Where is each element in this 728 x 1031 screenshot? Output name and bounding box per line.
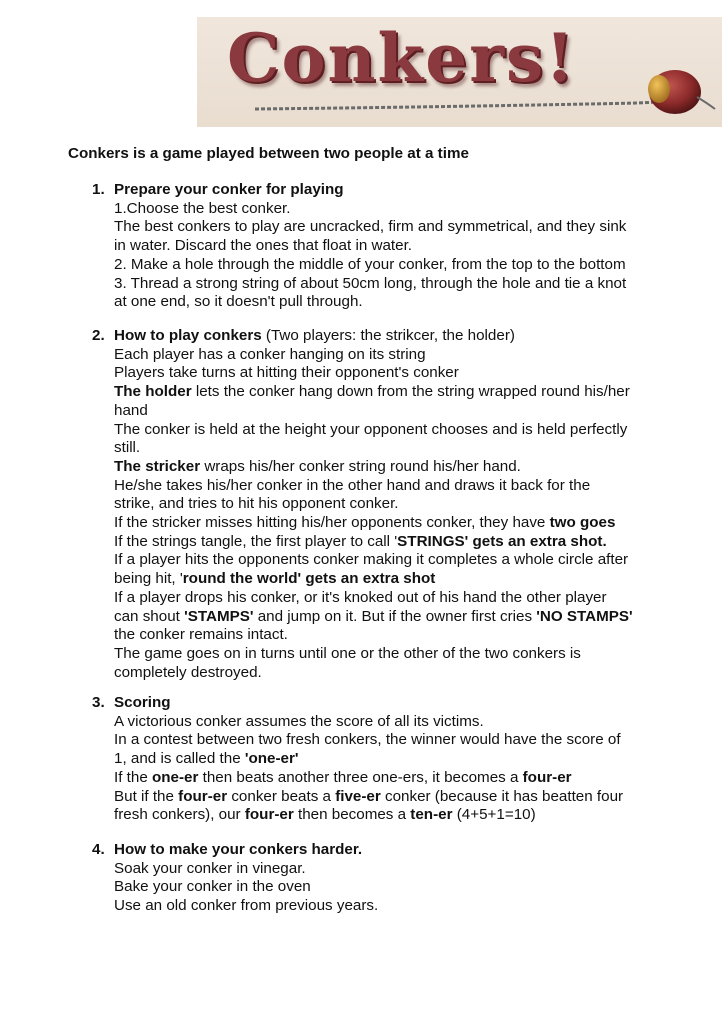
conkers-banner bbox=[197, 17, 722, 127]
section-heading: How to play conkers bbox=[114, 327, 262, 344]
text-line: Use an old conker from previous years. bbox=[114, 897, 379, 915]
text-fragment: But if the bbox=[114, 787, 179, 805]
text-line: still. bbox=[114, 439, 141, 457]
text-fragment: wraps his/her conker string round his/her hand. bbox=[200, 457, 521, 475]
text-line: The conker is held at the height your opponent chooses and is held perfectly bbox=[114, 420, 628, 438]
text-line: If a player drops his conker, or it's knoked out of his hand the other player bbox=[114, 588, 607, 606]
term-ten-er: ten-er bbox=[410, 806, 453, 824]
string-tail bbox=[697, 97, 715, 109]
term-strings: STRINGS' gets an extra shot. bbox=[397, 532, 607, 550]
text-line: The game goes on in turns until one or the other of the two conkers is bbox=[114, 644, 581, 662]
text-line: He/she takes his/her conker in the other hand and draws it back for the bbox=[114, 476, 591, 494]
text-line: completely destroyed. bbox=[114, 663, 262, 681]
section-heading: Prepare your conker for playing bbox=[114, 181, 344, 198]
heading-note: (Two players: the strikcer, the holder) bbox=[261, 327, 515, 344]
text-line: Soak your conker in vinegar. bbox=[114, 859, 306, 877]
text-line: The best conkers to play are uncracked, firm and symmetrical, and they sink bbox=[114, 218, 627, 236]
text-fragment: can shout bbox=[114, 607, 185, 625]
term-one-er: one-er bbox=[152, 768, 199, 786]
text-fragment: then beats another three one-ers, it becomes a bbox=[198, 768, 523, 786]
text-line: 3. Thread a strong string of about 50cm long, through the hole and tie a knot bbox=[114, 274, 627, 292]
text-line: the conker remains intact. bbox=[114, 626, 288, 644]
text-line: Bake your conker in the oven bbox=[114, 878, 311, 896]
term-five-er: five-er bbox=[335, 787, 381, 805]
text-fragment: If the stricker misses hitting his/her opponents conker, they have bbox=[114, 514, 550, 532]
term-one-er: 'one-er' bbox=[244, 750, 299, 768]
text-fragment: lets the conker hang down from the string wrapped round his/her bbox=[191, 383, 630, 401]
section-heading: Scoring bbox=[114, 694, 171, 711]
text-fragment: and jump on it. But if the owner first cries bbox=[253, 607, 537, 625]
text-line: A victorious conker assumes the score of all its victims. bbox=[114, 712, 484, 730]
text-fragment: conker (because it has beatten four bbox=[380, 787, 624, 805]
term-four-er: four-er bbox=[522, 768, 572, 786]
section-number: 4. bbox=[92, 841, 105, 858]
term-holder: The holder bbox=[114, 383, 192, 401]
text-line: strike, and tries to hit his opponent conker. bbox=[114, 495, 399, 513]
term-stricker: The stricker bbox=[114, 457, 201, 475]
section-heading: How to make your conkers harder. bbox=[114, 841, 363, 858]
term-stamps: 'STAMPS' bbox=[184, 607, 254, 625]
conker-on-string-illustration bbox=[197, 17, 722, 127]
term-round-the-world: round the world' gets an extra shot bbox=[182, 570, 436, 588]
term-no-stamps: 'NO STAMPS' bbox=[536, 607, 633, 625]
text-line: Each player has a conker hanging on its string bbox=[114, 345, 426, 363]
intro-heading: Conkers is a game played between two people at a time bbox=[68, 145, 469, 162]
text-line: hand bbox=[114, 401, 148, 419]
section-number: 1. bbox=[92, 181, 105, 198]
text-fragment: 1, and is called the bbox=[114, 750, 245, 768]
text-line: In a contest between two fresh conkers, the winner would have the score of bbox=[114, 731, 621, 749]
term-four-er: four-er bbox=[178, 787, 228, 805]
text-line: at one end, so it doesn't pull through. bbox=[114, 293, 363, 311]
text-line: Players take turns at hitting their opponent's conker bbox=[114, 364, 459, 382]
term-two-goes: two goes bbox=[549, 514, 616, 532]
text-fragment: being hit, ' bbox=[114, 570, 183, 588]
text-fragment: If the bbox=[114, 768, 152, 786]
banner-title: Conkers! bbox=[227, 19, 577, 97]
text-line: in water. Discard the ones that float in water. bbox=[114, 237, 413, 255]
text-fragment: fresh conkers), our bbox=[114, 806, 245, 824]
text-line: 1.Choose the best conker. bbox=[114, 199, 291, 217]
string bbox=[255, 99, 677, 109]
term-four-er: four-er bbox=[244, 806, 294, 824]
text-fragment: conker beats a bbox=[227, 787, 336, 805]
conker-cap bbox=[648, 75, 670, 103]
section-number: 3. bbox=[92, 694, 105, 711]
text-fragment: then becomes a bbox=[293, 806, 411, 824]
text-fragment: (4+5+1=10) bbox=[452, 806, 536, 824]
text-line: If a player hits the opponents conker making it completes a whole circle after bbox=[114, 551, 629, 569]
text-fragment: If the strings tangle, the first player to call ' bbox=[114, 532, 398, 550]
text-line: 2. Make a hole through the middle of your conker, from the top to the bottom bbox=[114, 255, 626, 273]
section-number: 2. bbox=[92, 327, 105, 344]
